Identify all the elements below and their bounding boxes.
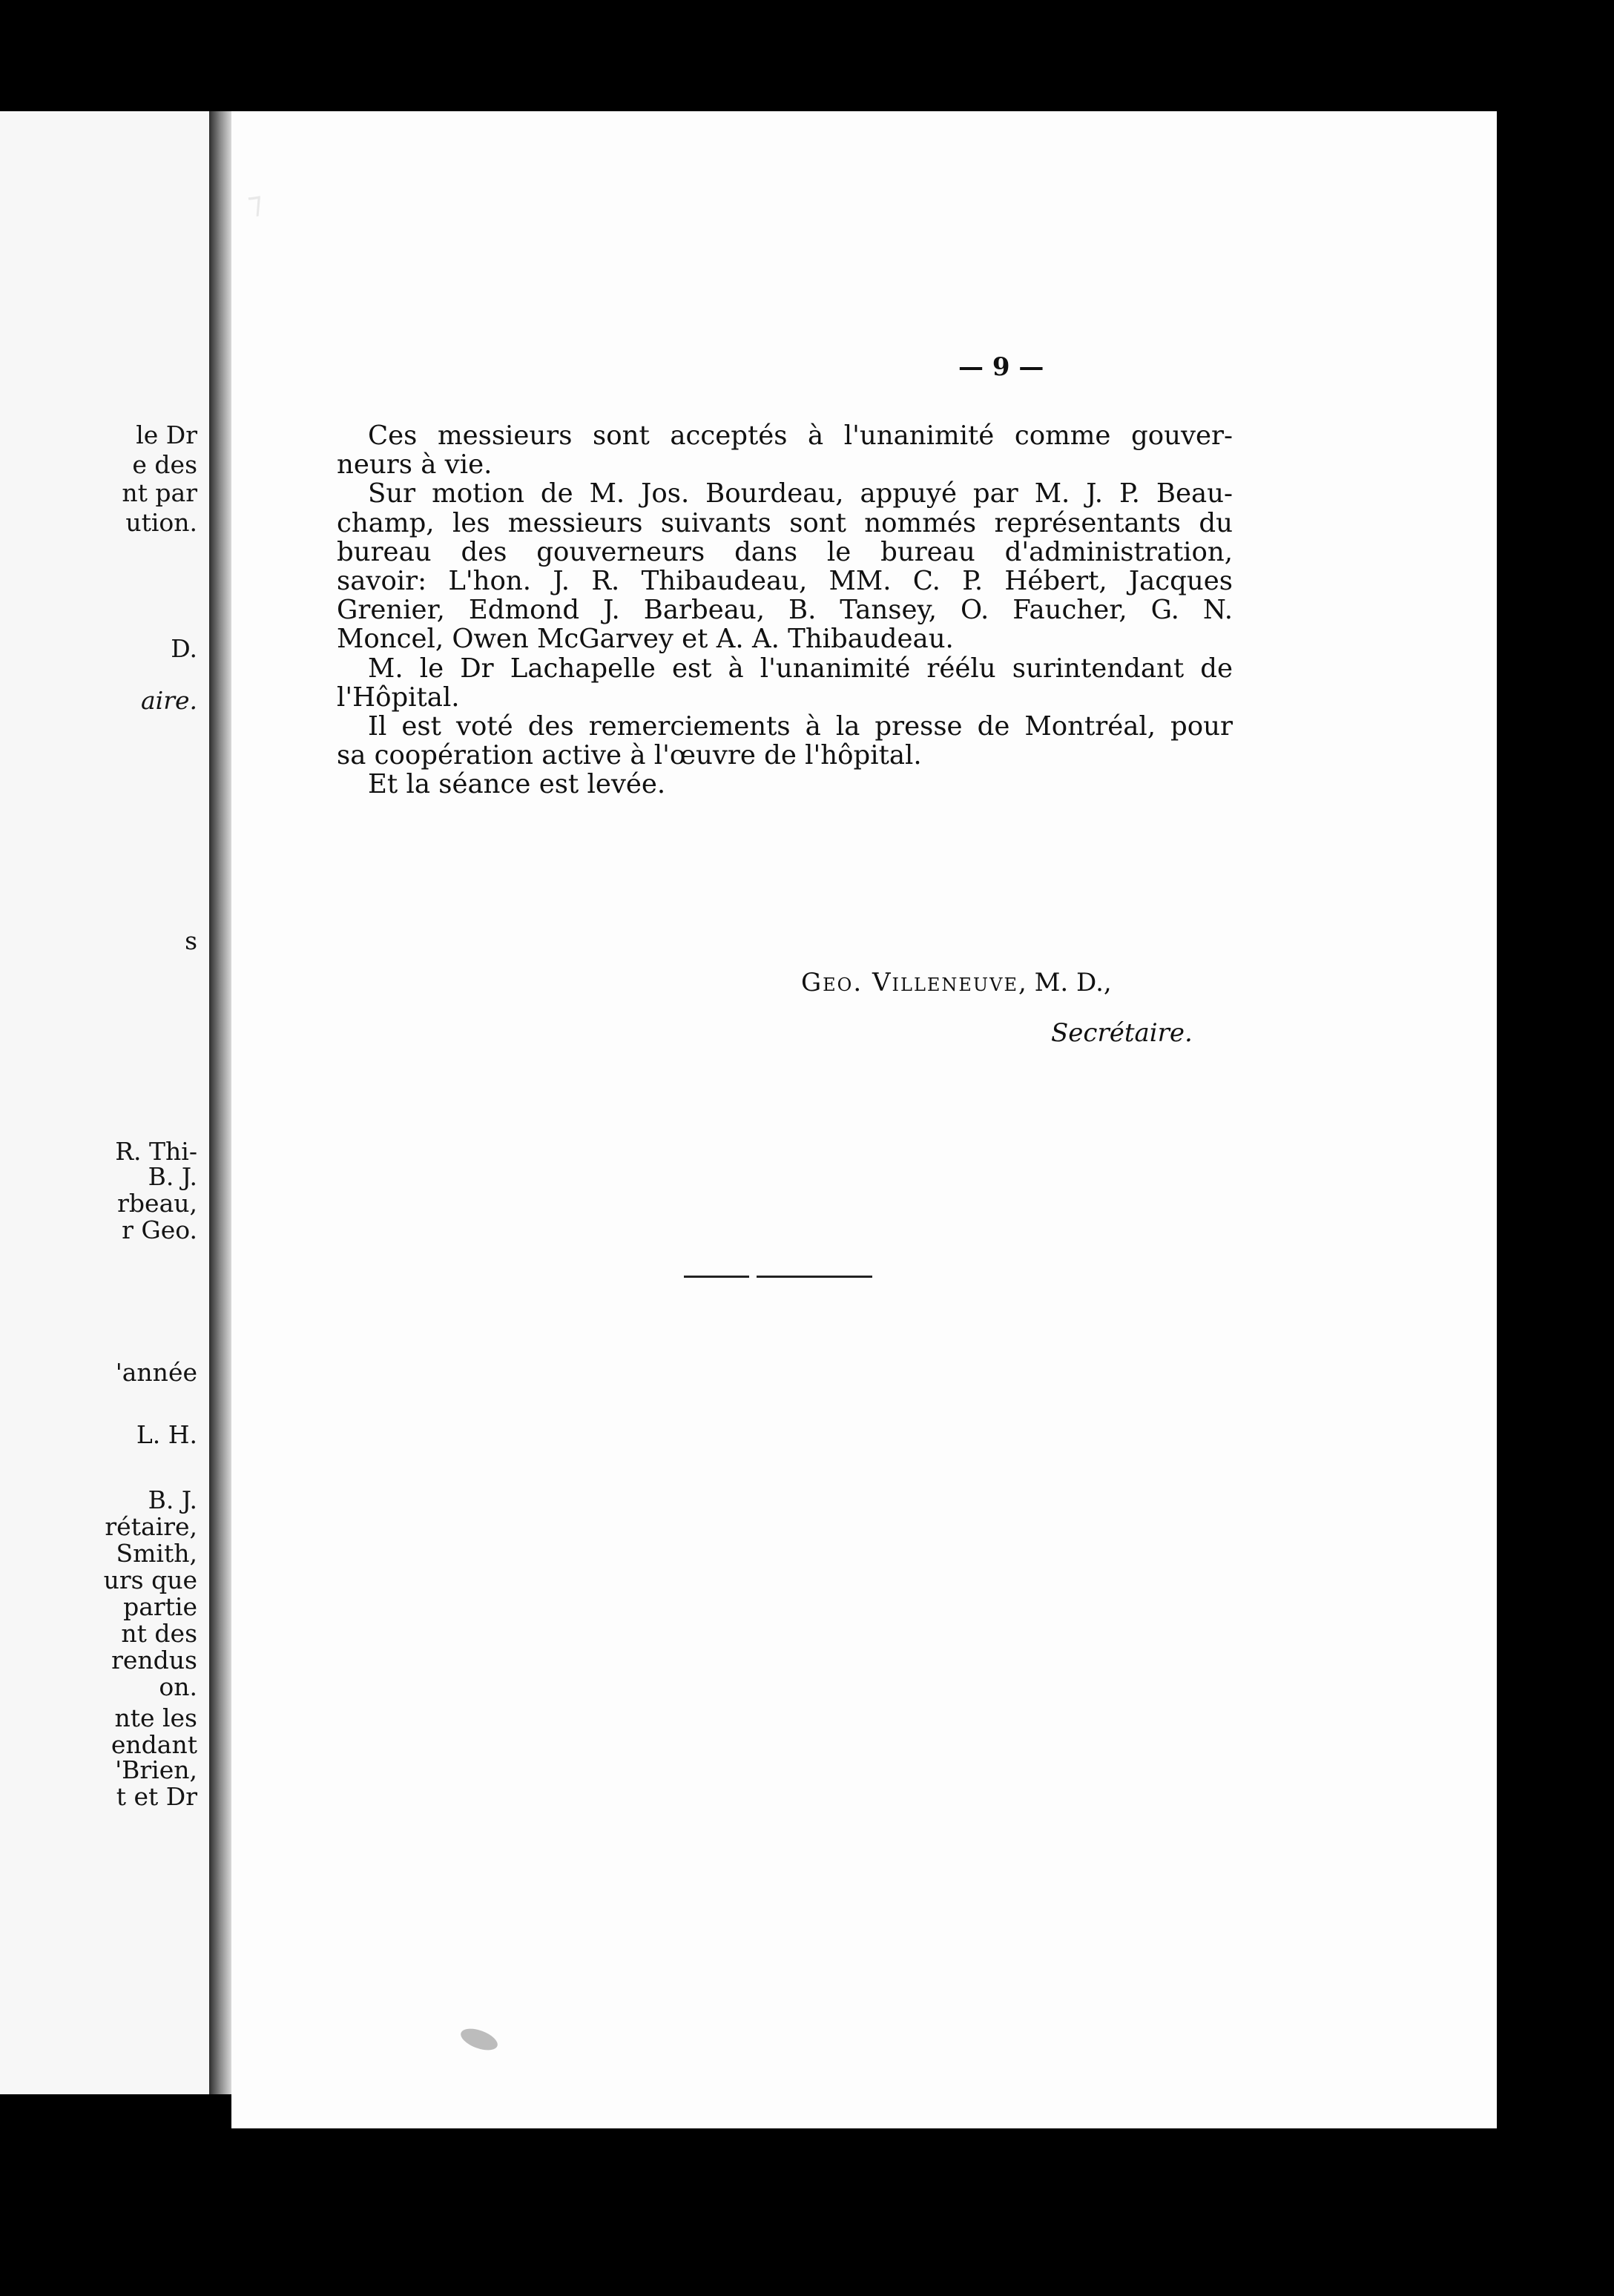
left-page-line: s: [185, 926, 197, 955]
left-page-line: aire.: [140, 686, 197, 715]
body-line: champ, les messieurs suivants sont nommés représentants du: [337, 507, 1233, 538]
left-page-line: L. H.: [136, 1420, 197, 1449]
body-line: bureau des gouverneurs dans le bureau d'administration,: [337, 536, 1233, 567]
left-page-line: t et Dr: [116, 1782, 197, 1811]
left-page-line: nt des: [121, 1619, 197, 1648]
signature-title: Secrétaire.: [1051, 1018, 1193, 1048]
left-page-line: e des: [132, 450, 197, 479]
left-page-line: r Geo.: [122, 1215, 197, 1244]
ink-smudge: [458, 2025, 500, 2054]
left-page-line: D.: [171, 634, 197, 663]
left-page-line: on.: [159, 1672, 197, 1701]
body-line: Ces messieurs sont acceptés à l'unanimité comme gouver-: [368, 420, 1233, 451]
corner-pencil-mark: ⁊: [245, 185, 265, 222]
left-page: [0, 111, 209, 2094]
body-text: [337, 421, 1233, 799]
book-gutter: [209, 111, 231, 2094]
signature-name-text: Geo. Villeneuve: [801, 968, 1018, 997]
body-line: Il est voté des remerciements à la presse de Montréal, pour: [368, 711, 1233, 742]
left-page-line: B. J.: [148, 1485, 197, 1514]
page-number: — 9 —: [958, 352, 1044, 382]
section-rule-right: [757, 1276, 872, 1278]
body-line: sa coopération active à l'œuvre de l'hôpital.: [337, 740, 922, 771]
left-page-line: partie: [123, 1592, 197, 1621]
left-page-line: rendus: [111, 1646, 197, 1675]
body-line: l'Hôpital.: [337, 682, 460, 713]
left-page-line: B. J.: [148, 1162, 197, 1191]
body-line: savoir: L'hon. J. R. Thibaudeau, MM. C. P. Hébert, Jacques: [337, 566, 1233, 597]
right-page: [231, 111, 1497, 2128]
signature-suffix: , M. D.,: [1018, 968, 1112, 997]
signature-name: [801, 970, 1112, 995]
body-line: Grenier, Edmond J. Barbeau, B. Tansey, O. Faucher, G. N.: [337, 595, 1233, 626]
left-page-line: le Dr: [136, 420, 197, 449]
left-page-line: rétaire,: [105, 1512, 197, 1541]
left-page-line: endant: [111, 1730, 197, 1759]
body-line: Moncel, Owen McGarvey et A. A. Thibaudeau.: [337, 624, 954, 655]
left-page-line: Smith,: [116, 1539, 197, 1568]
left-page-line: 'année: [115, 1358, 197, 1387]
left-page-line: rbeau,: [117, 1189, 197, 1218]
body-line: Sur motion de M. Jos. Bourdeau, appuyé par M. J. P. Beau-: [368, 478, 1233, 509]
left-page-line: urs que: [103, 1566, 197, 1594]
section-rule-left: [684, 1276, 749, 1278]
body-line: Et la séance est levée.: [368, 769, 666, 800]
body-line: M. le Dr Lachapelle est à l'unanimité réélu surintendant de: [368, 653, 1233, 684]
left-page-line: 'Brien,: [115, 1755, 197, 1784]
left-page-line: R. Thi-: [115, 1137, 197, 1166]
left-page-line: nt par: [122, 478, 197, 507]
left-page-line: nte les: [114, 1703, 197, 1732]
body-line: neurs à vie.: [337, 449, 493, 481]
left-page-line: ution.: [125, 508, 197, 537]
